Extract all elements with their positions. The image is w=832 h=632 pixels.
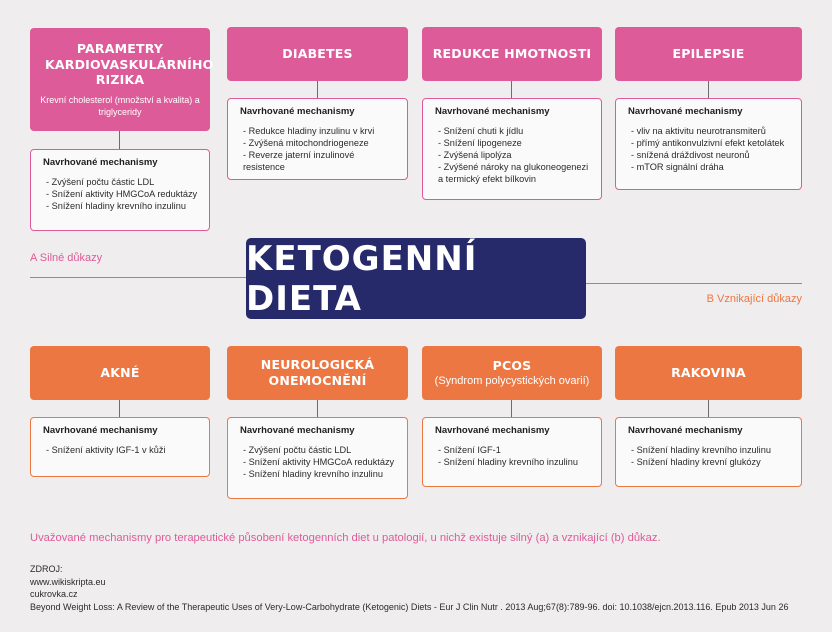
list-item: - Snížení aktivity HMGCoA reduktázy xyxy=(46,188,199,200)
neurological-header xyxy=(227,346,408,400)
list-item: - Snížení aktivity HMGCoA reduktázy xyxy=(243,456,397,468)
list-item: - Reverze jaterní inzulinové resistence xyxy=(243,149,397,173)
mechanisms-title: Navrhované mechanismy xyxy=(43,425,158,436)
acne-header xyxy=(30,346,210,400)
weight-reduction-header xyxy=(422,27,602,81)
connector xyxy=(317,400,318,417)
list-item: - Snížení hladiny krevního inzulinu xyxy=(46,200,199,212)
source-line: ZDROJ: xyxy=(30,564,63,574)
list-item: - Snížení hladiny krevního inzulinu xyxy=(438,456,591,468)
source-link: www.wikiskripta.eu xyxy=(30,576,106,587)
connector xyxy=(317,81,318,98)
cardiovascular-subtitle: Krevní cholesterol (množství a kvalita) a triglyceridy xyxy=(40,94,200,117)
connector xyxy=(708,81,709,98)
divider-left xyxy=(30,277,246,278)
cardiovascular-title: PARAMETRY KARDIOVASKULÁRNÍHO RIZIKA xyxy=(45,40,214,88)
mechanisms-title: Navrhované mechanismy xyxy=(240,425,355,436)
mechanisms-title: Navrhované mechanismy xyxy=(628,106,743,117)
list-item: - Zvýšení počtu částic LDL xyxy=(46,176,199,188)
connector xyxy=(119,400,120,417)
epilepsy-title: EPILEPSIE xyxy=(672,46,745,62)
cardiovascular-header xyxy=(30,28,214,131)
cancer-mechanisms xyxy=(615,417,802,487)
mechanisms-title: Navrhované mechanismy xyxy=(435,425,550,436)
connector xyxy=(511,400,512,417)
strong-evidence-label: A Silné důkazy xyxy=(30,252,103,264)
pcos-subtitle: (Syndrom polycystických ovarií) xyxy=(434,374,590,387)
source-link: cukrovka.cz xyxy=(30,589,78,599)
divider-right xyxy=(586,283,802,284)
list-item: - Snížení aktivity IGF-1 v kůži xyxy=(46,444,199,456)
cancer-title: RAKOVINA xyxy=(671,365,746,381)
list-item: - přímý antikonvulzivní efekt ketolátek xyxy=(631,137,791,149)
pcos-mechanisms xyxy=(422,417,602,487)
list-item: - mTOR signální dráha xyxy=(631,161,791,173)
mechanisms-title: Navrhované mechanismy xyxy=(435,106,550,117)
pcos-title: PCOS xyxy=(492,358,532,374)
list-item: - Zvýšené nároky na glukoneogenezi xyxy=(438,161,591,173)
list-item: - Snížení hladiny krevní glukózy xyxy=(631,456,791,468)
list-item: - Snížení hladiny krevního inzulinu xyxy=(243,468,397,480)
center-title: KETOGENNÍ DIETA xyxy=(246,238,586,319)
pcos-header xyxy=(422,346,602,400)
list-item: - Snížení chuti k jídlu xyxy=(438,125,591,137)
weight-reduction-title: REDUKCE HMOTNOSTI xyxy=(432,46,592,62)
connector xyxy=(119,131,120,149)
connector xyxy=(708,400,709,417)
source-citation: Beyond Weight Loss: A Review of the Therapeutic Uses of Very-Low-Carbohydrate (Ketogenic) Diets - Eur J Clin Nutr . 2013 Aug;67(8):789-96. doi: 10.1038/ejcn.2013.116. Epub 2013 Jun 26 xyxy=(30,601,789,612)
acne-title: AKNÉ xyxy=(100,365,140,381)
emerging-evidence-label: B Vznikající důkazy xyxy=(706,293,802,305)
acne-mechanisms xyxy=(30,417,210,477)
diabetes-mechanisms xyxy=(227,98,408,180)
list-item: - Zvýšená mitochondriogeneze xyxy=(243,137,397,149)
mechanisms-title: Navrhované mechanismy xyxy=(43,157,158,168)
diabetes-title: DIABETES xyxy=(282,46,353,62)
source-block xyxy=(30,563,788,613)
list-item: - Snížení lipogeneze xyxy=(438,137,591,149)
epilepsy-header xyxy=(615,27,802,81)
list-item: - Zvýšení počtu částic LDL xyxy=(243,444,397,456)
list-item: - vliv na aktivitu neurotransmiterů xyxy=(631,125,791,137)
cardiovascular-mechanisms xyxy=(30,149,210,231)
caption: Uvažované mechanismy pro terapeutické působení ketogenních diet u patologií, u nichž existuje silný (a) a vznikající (b) důkaz. xyxy=(30,532,661,544)
list-item: - snížená dráždivost neuronů xyxy=(631,149,791,161)
mechanisms-title: Navrhované mechanismy xyxy=(240,106,355,117)
connector xyxy=(511,81,512,98)
mechanisms-title: Navrhované mechanismy xyxy=(628,425,743,436)
weight-reduction-mechanisms xyxy=(422,98,602,200)
neurological-mechanisms xyxy=(227,417,408,499)
neurological-title: NEUROLOGICKÁ ONEMOCNĚNÍ xyxy=(260,357,375,388)
list-item: - Redukce hladiny inzulinu v krvi xyxy=(243,125,397,137)
epilepsy-mechanisms xyxy=(615,98,802,190)
diabetes-header xyxy=(227,27,408,81)
list-item: a termický efekt bílkovin xyxy=(438,174,537,184)
list-item: - Snížení IGF-1 xyxy=(438,444,591,456)
list-item: - Snížení hladiny krevního inzulinu xyxy=(631,444,791,456)
list-item: - Zvýšená lipolýza xyxy=(438,149,591,161)
cancer-header xyxy=(615,346,802,400)
